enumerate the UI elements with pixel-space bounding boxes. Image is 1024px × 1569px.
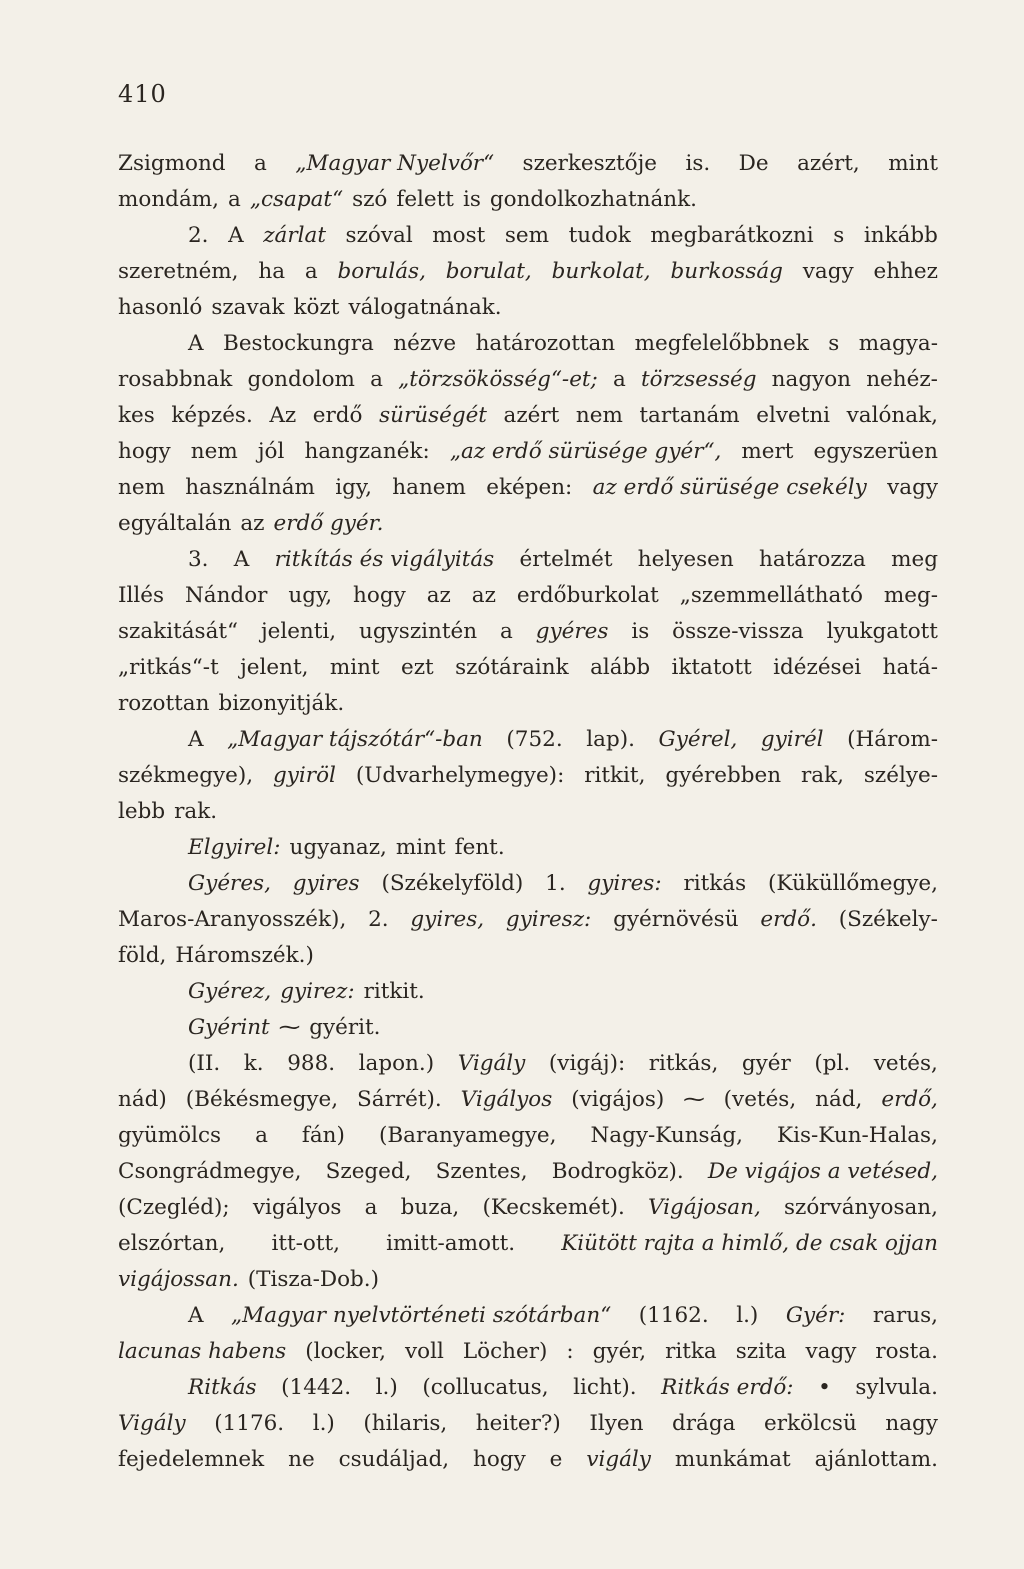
word: (Székely- <box>838 907 938 932</box>
word: gyérit. <box>309 1015 381 1040</box>
word: azért, <box>797 151 860 176</box>
word: (752. <box>506 727 563 752</box>
word: Szeged, <box>325 1159 412 1184</box>
word: mint <box>329 655 380 680</box>
word: határozza <box>758 547 866 572</box>
word: meg- <box>883 583 938 608</box>
italic-word: Ritkás erdő: <box>661 1375 794 1400</box>
text-line <box>118 794 938 830</box>
word: iktatott <box>671 655 752 680</box>
text-line <box>118 758 938 794</box>
word: nád, <box>815 1087 863 1112</box>
word: ⁓ <box>683 1087 705 1112</box>
word: mint <box>888 151 938 176</box>
word: s <box>833 223 845 248</box>
page-number: 410 <box>118 80 167 108</box>
word: hanem <box>392 475 466 500</box>
italic-word: erdő gyér. <box>273 511 384 536</box>
word: l.) <box>312 1411 335 1436</box>
italic-word: „az erdő sürüsége gyér“, <box>449 439 722 464</box>
word: (Kecskemét). <box>482 1195 625 1220</box>
word: tudok <box>568 223 631 248</box>
italic-word: gyéres <box>535 619 609 644</box>
word: most <box>432 223 486 248</box>
word: rak. <box>174 799 218 824</box>
word: szeretném, <box>118 259 239 284</box>
word: Ilyen <box>589 1411 644 1436</box>
word: bizonyitják. <box>218 691 345 716</box>
word: (locker, <box>305 1339 386 1364</box>
word: székmegye), <box>118 763 254 788</box>
italic-word: gyires: <box>587 871 662 896</box>
text-line <box>118 1298 938 1334</box>
word: De <box>738 151 769 176</box>
word: Löcher) <box>462 1339 548 1364</box>
word: a <box>370 367 383 392</box>
italic-word: Ritkás <box>188 1375 257 1400</box>
word: munkámat <box>674 1447 791 1472</box>
word: szélye- <box>863 763 938 788</box>
word: valónak, <box>846 403 938 428</box>
italic-word: erdő, <box>881 1087 938 1112</box>
word: vagy <box>805 1339 857 1364</box>
word: szóval <box>345 223 413 248</box>
word: vetés, <box>873 1051 938 1076</box>
word: megbarátkozni <box>650 223 814 248</box>
word: (pl. <box>814 1051 851 1076</box>
word: hogy <box>473 1447 526 1472</box>
word: • <box>818 1375 831 1400</box>
word: 1. <box>545 871 566 896</box>
text-line <box>118 1442 938 1478</box>
word: elszórtan, <box>118 1231 226 1256</box>
word: (II. <box>188 1051 221 1076</box>
word: rak, <box>801 763 844 788</box>
word: ugy, <box>288 583 333 608</box>
word: A <box>188 331 204 356</box>
word: a <box>304 259 318 284</box>
word: egyszerüen <box>813 439 938 464</box>
word: vagy <box>802 259 854 284</box>
word: „szemmellátható <box>679 583 863 608</box>
italic-word: burkosság <box>670 259 783 284</box>
word: vigályos <box>252 1195 342 1220</box>
word: (Székelyföld) <box>381 871 524 896</box>
word: nagy <box>885 1411 938 1436</box>
word: drága <box>672 1411 736 1436</box>
text-line <box>118 722 938 758</box>
word: ⁓ <box>278 1015 301 1040</box>
word: Bodrogköz). <box>551 1159 684 1184</box>
italic-word: Gyérel, <box>658 727 738 752</box>
text-line <box>118 146 938 182</box>
text-line <box>118 1010 938 1046</box>
word: lapon.) <box>358 1051 435 1076</box>
italic-word: törzsesség <box>640 367 757 392</box>
word: a <box>612 367 626 392</box>
word: fejedelemnek <box>118 1447 265 1472</box>
word: (Udvarhelymegye): <box>355 763 565 788</box>
text-line <box>118 290 938 326</box>
word: (Tisza-Dob.) <box>247 1267 379 1292</box>
word: hangzanék: <box>304 439 430 464</box>
word: rarus, <box>872 1303 938 1328</box>
word: a <box>255 1123 268 1148</box>
text-line <box>118 1118 938 1154</box>
word: elvetni <box>756 403 831 428</box>
word: szórványosan, <box>783 1195 938 1220</box>
text-line <box>118 1370 938 1406</box>
word: erdő <box>312 403 363 428</box>
word: 2. <box>188 223 209 248</box>
text-line <box>118 1334 938 1370</box>
word: Nándor <box>184 583 268 608</box>
word: magya- <box>858 331 938 356</box>
word: válogatnának. <box>348 295 502 320</box>
italic-word: Vigály <box>457 1051 526 1076</box>
text-line <box>118 1046 938 1082</box>
word: (1176. <box>214 1411 285 1436</box>
word: tartanám <box>639 403 740 428</box>
word: ne <box>288 1447 315 1472</box>
word: sem <box>504 223 550 248</box>
word: föld, <box>118 943 167 968</box>
italic-word: lacunas habens <box>118 1339 287 1364</box>
italic-word: Kiütött rajta a himlő, de csak ojjan <box>561 1231 938 1256</box>
word: az <box>471 583 496 608</box>
word: A <box>228 223 244 248</box>
word: licht). <box>573 1375 637 1400</box>
word: ha <box>258 259 286 284</box>
word: l.) <box>736 1303 759 1328</box>
word: idézései <box>773 655 862 680</box>
word: rosta. <box>875 1339 938 1364</box>
word: képzés. <box>171 403 253 428</box>
word: nem <box>118 475 165 500</box>
word: megfelelőbbnek <box>634 331 809 356</box>
text-line <box>118 542 938 578</box>
italic-word: az erdő sürüsége csekély <box>592 475 867 500</box>
body-text <box>118 146 938 1478</box>
word: lap). <box>586 727 635 752</box>
word: eképen: <box>486 475 573 500</box>
word: hatá- <box>882 655 938 680</box>
italic-word: Elgyirel: <box>188 835 281 860</box>
word: egyáltalán <box>118 511 232 536</box>
word: ugyszintén <box>359 619 478 644</box>
italic-word: Gyérez, <box>188 979 272 1004</box>
word: jól <box>257 439 285 464</box>
text-line <box>118 1082 938 1118</box>
word: gyér, <box>592 1339 647 1364</box>
italic-word: sürüségét <box>379 403 487 428</box>
word: mert <box>741 439 794 464</box>
italic-word: Vigájosan, <box>648 1195 761 1220</box>
word: szakitását“ <box>118 619 239 644</box>
word: inkább <box>863 223 938 248</box>
word: azért <box>503 403 560 428</box>
word: itt-ott, <box>271 1231 340 1256</box>
word: heiter?) <box>475 1411 561 1436</box>
word: l.) <box>375 1375 398 1400</box>
word: „ritkás“-t <box>118 655 219 680</box>
text-line <box>118 866 938 902</box>
text-line <box>118 578 938 614</box>
word: nézve <box>393 331 457 356</box>
word: szó <box>352 187 388 212</box>
word: (Békésmegye, <box>185 1087 339 1112</box>
word: össze-vissza <box>672 619 804 644</box>
word: vagy <box>887 475 938 500</box>
word: meg <box>891 547 938 572</box>
word: voll <box>404 1339 444 1364</box>
word: az <box>240 511 265 536</box>
word: mint <box>395 835 446 860</box>
word: erkölcsü <box>764 1411 857 1436</box>
text-line <box>118 1262 938 1298</box>
word: a <box>364 1195 378 1220</box>
italic-word: „Magyar nyelvtörténeti szótárban“ <box>231 1303 612 1328</box>
word: (vigájos) <box>571 1087 665 1112</box>
text-line <box>118 938 938 974</box>
word: Csongrádmegye, <box>118 1159 302 1184</box>
word: szerkesztője <box>522 151 657 176</box>
word: 2. <box>368 907 389 932</box>
word: ehhez <box>873 259 938 284</box>
word: (1162. <box>638 1303 709 1328</box>
word: rosabbnak <box>118 367 233 392</box>
text-line <box>118 254 938 290</box>
word: az <box>426 583 451 608</box>
word: ritkás, <box>648 1051 719 1076</box>
italic-word: vigály <box>586 1447 651 1472</box>
word: (Baranyamegye, <box>378 1123 557 1148</box>
text-line <box>118 182 938 218</box>
text-line <box>118 218 938 254</box>
text-line <box>118 686 938 722</box>
word: közt <box>293 295 340 320</box>
word: nehéz- <box>866 367 938 392</box>
word: buza, <box>400 1195 460 1220</box>
word: (Küküllőmegye, <box>767 871 938 896</box>
word: is <box>462 187 481 212</box>
word: ritkás <box>683 871 747 896</box>
word: csudáljad, <box>338 1447 450 1472</box>
word: hogy <box>118 439 171 464</box>
text-line <box>118 614 938 650</box>
word: lyukgatott <box>826 619 938 644</box>
text-line <box>118 326 938 362</box>
word: (1442. <box>281 1375 352 1400</box>
word: (vetés, <box>723 1087 797 1112</box>
word: nem <box>575 403 623 428</box>
word: (hilaris, <box>363 1411 448 1436</box>
word: A <box>233 547 250 572</box>
word: a <box>227 187 241 212</box>
text-line <box>118 974 938 1010</box>
italic-word: borulás, <box>337 259 426 284</box>
word: hasonló <box>118 295 203 320</box>
word: felett <box>396 187 454 212</box>
word: A <box>188 1303 204 1328</box>
word: ritka <box>665 1339 717 1364</box>
word: k. <box>243 1051 264 1076</box>
italic-word: Gyéres, <box>188 871 271 896</box>
word: a <box>254 151 267 176</box>
word: gondolkozhatnánk. <box>489 187 697 212</box>
word: szótáraink <box>455 655 569 680</box>
word: szita <box>735 1339 787 1364</box>
word: Zsigmond <box>118 151 226 176</box>
italic-word: Gyér: <box>785 1303 846 1328</box>
italic-word: vigájossan. <box>118 1267 239 1292</box>
word: a <box>500 619 513 644</box>
word: is <box>631 619 650 644</box>
text-line <box>118 650 938 686</box>
word: szavak <box>211 295 285 320</box>
text-line <box>118 902 938 938</box>
word: Kis-Kun-Halas, <box>777 1123 938 1148</box>
text-line <box>118 506 938 542</box>
word: kes <box>118 403 155 428</box>
word: fent. <box>454 835 505 860</box>
word: rozottan <box>118 691 210 716</box>
italic-word: „csapat“ <box>249 187 344 212</box>
word: Sárrét). <box>357 1087 442 1112</box>
italic-word: gyires, <box>410 907 485 932</box>
text-line <box>118 470 938 506</box>
italic-word: erdő. <box>760 907 817 932</box>
word: (Czegléd); <box>118 1195 230 1220</box>
word: nem <box>190 439 238 464</box>
italic-word: burkolat, <box>551 259 651 284</box>
word: 988. <box>287 1051 336 1076</box>
italic-word: zárlat <box>263 223 326 248</box>
word: nád) <box>118 1087 167 1112</box>
word: helyesen <box>637 547 734 572</box>
word: sylvula. <box>855 1375 938 1400</box>
word: s <box>828 331 840 356</box>
word: Az <box>269 403 297 428</box>
word: gyér <box>741 1051 791 1076</box>
word: imitt-amott. <box>386 1231 516 1256</box>
word: határozottan <box>475 331 616 356</box>
word: e <box>549 1447 563 1472</box>
italic-word: Vigály <box>118 1411 186 1436</box>
italic-word: gyirél <box>760 727 824 752</box>
word: jelenti, <box>260 619 337 644</box>
word: ritkit, <box>584 763 646 788</box>
word: Nagy-Kunság, <box>590 1123 743 1148</box>
italic-word: borulat, <box>445 259 532 284</box>
word: 3. <box>188 547 209 572</box>
word: mondám, <box>118 187 219 212</box>
italic-word: Vigályos <box>460 1087 553 1112</box>
word: (vigáj): <box>548 1051 626 1076</box>
word: használnám <box>185 475 315 500</box>
word: (collucatus, <box>422 1375 549 1400</box>
word: ajánlottam. <box>814 1447 938 1472</box>
word: gyérnövésü <box>613 907 739 932</box>
text-line <box>118 434 938 470</box>
italic-word: De vigájos a vetésed, <box>707 1159 938 1184</box>
word: : <box>566 1339 574 1364</box>
word: A <box>188 727 204 752</box>
word: Illés <box>118 583 165 608</box>
italic-word: Gyérint <box>188 1015 270 1040</box>
text-line <box>118 1406 938 1442</box>
italic-word: ritkítás és vigályitás <box>274 547 495 572</box>
word: Háromszék.) <box>175 943 314 968</box>
italic-word: gyires <box>292 871 360 896</box>
word: gondolom <box>247 367 355 392</box>
text-line <box>118 362 938 398</box>
word: ugyanaz, <box>289 835 387 860</box>
word: is. <box>685 151 711 176</box>
word: Maros-Aranyosszék), <box>118 907 347 932</box>
italic-word: gyiresz: <box>505 907 592 932</box>
italic-word: gyirez: <box>280 979 355 1004</box>
word: alább <box>590 655 651 680</box>
word: lebb <box>118 799 166 824</box>
word: hogy <box>353 583 406 608</box>
word: jelent, <box>240 655 309 680</box>
word: (Három- <box>847 727 938 752</box>
text-line <box>118 1154 938 1190</box>
word: Bestockungra <box>223 331 374 356</box>
word: gyérebben <box>665 763 782 788</box>
text-line <box>118 1190 938 1226</box>
word: erdőburkolat <box>516 583 659 608</box>
italic-word: „Magyar Nyelvőr“ <box>295 151 495 176</box>
word: gyümölcs <box>118 1123 222 1148</box>
word: ritkit. <box>363 979 425 1004</box>
word: értelmét <box>519 547 613 572</box>
word: nagyon <box>771 367 852 392</box>
text-line <box>118 830 938 866</box>
italic-word: gyiröl <box>273 763 336 788</box>
text-line <box>118 1226 938 1262</box>
italic-word: „Magyar tájszótár“-ban <box>227 727 483 752</box>
word: fán) <box>301 1123 345 1148</box>
text-line <box>118 398 938 434</box>
word: igy, <box>335 475 372 500</box>
italic-word: „törzsökösség“-et; <box>398 367 598 392</box>
word: ezt <box>400 655 434 680</box>
word: Szentes, <box>435 1159 528 1184</box>
